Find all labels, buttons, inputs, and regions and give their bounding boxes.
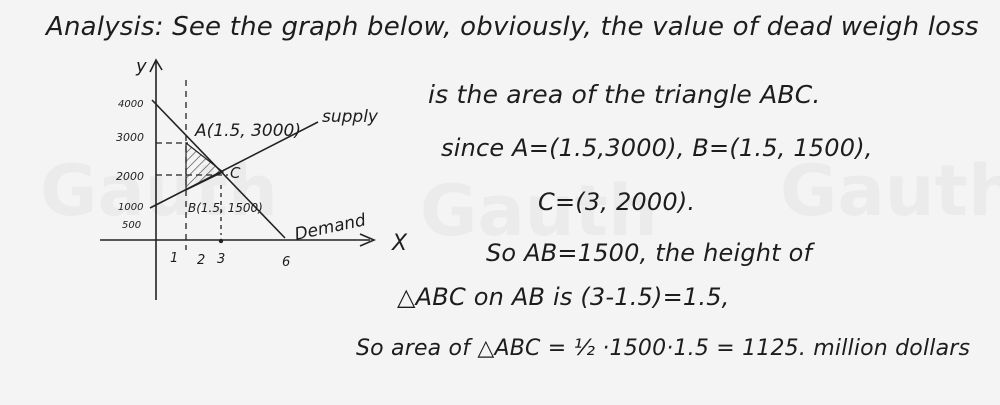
- solution-line-3: C=(3, 2000).: [538, 188, 696, 216]
- solution-line-2: since A=(1.5,3000), B=(1.5, 1500),: [441, 134, 873, 162]
- point-x-3: [219, 239, 223, 243]
- supply-label: supply: [322, 107, 378, 127]
- y-axis-label: y: [136, 56, 147, 77]
- watermark: [780, 150, 1000, 232]
- solution-line-4: So AB=1500, the height of: [486, 239, 813, 267]
- solution-line-5: △ABC on AB is (3-1.5)=1.5,: [397, 283, 730, 311]
- x-tick-label: 3: [217, 252, 226, 267]
- y-tick-label: 3000: [116, 131, 144, 144]
- solution-line-6: So area of △ABC = ½ ·1500·1.5 = 1125. million dollars: [356, 336, 971, 361]
- y-tick-label: 2000: [116, 170, 144, 183]
- y-tick-label: 4000: [118, 99, 144, 110]
- deadweight-loss-triangle: [186, 143, 223, 190]
- point-c-label: C: [230, 164, 241, 182]
- point-b-label: B(1.5, 1500): [188, 201, 263, 215]
- x-tick-label: 6: [282, 255, 291, 270]
- y-tick-label: 1000: [118, 202, 144, 213]
- x-tick-label: 1: [170, 251, 179, 266]
- solution-line-1: is the area of the triangle ABC.: [428, 80, 821, 109]
- point-a-label: A(1.5, 3000): [195, 121, 302, 141]
- x-axis-label: X: [392, 231, 408, 256]
- intro-text: Analysis: See the graph below, obviously, the value of dead weigh loss: [46, 12, 979, 42]
- y-tick-label: 500: [122, 220, 142, 231]
- demand-label: Demand: [292, 210, 368, 245]
- x-tick-label: 2: [197, 253, 206, 268]
